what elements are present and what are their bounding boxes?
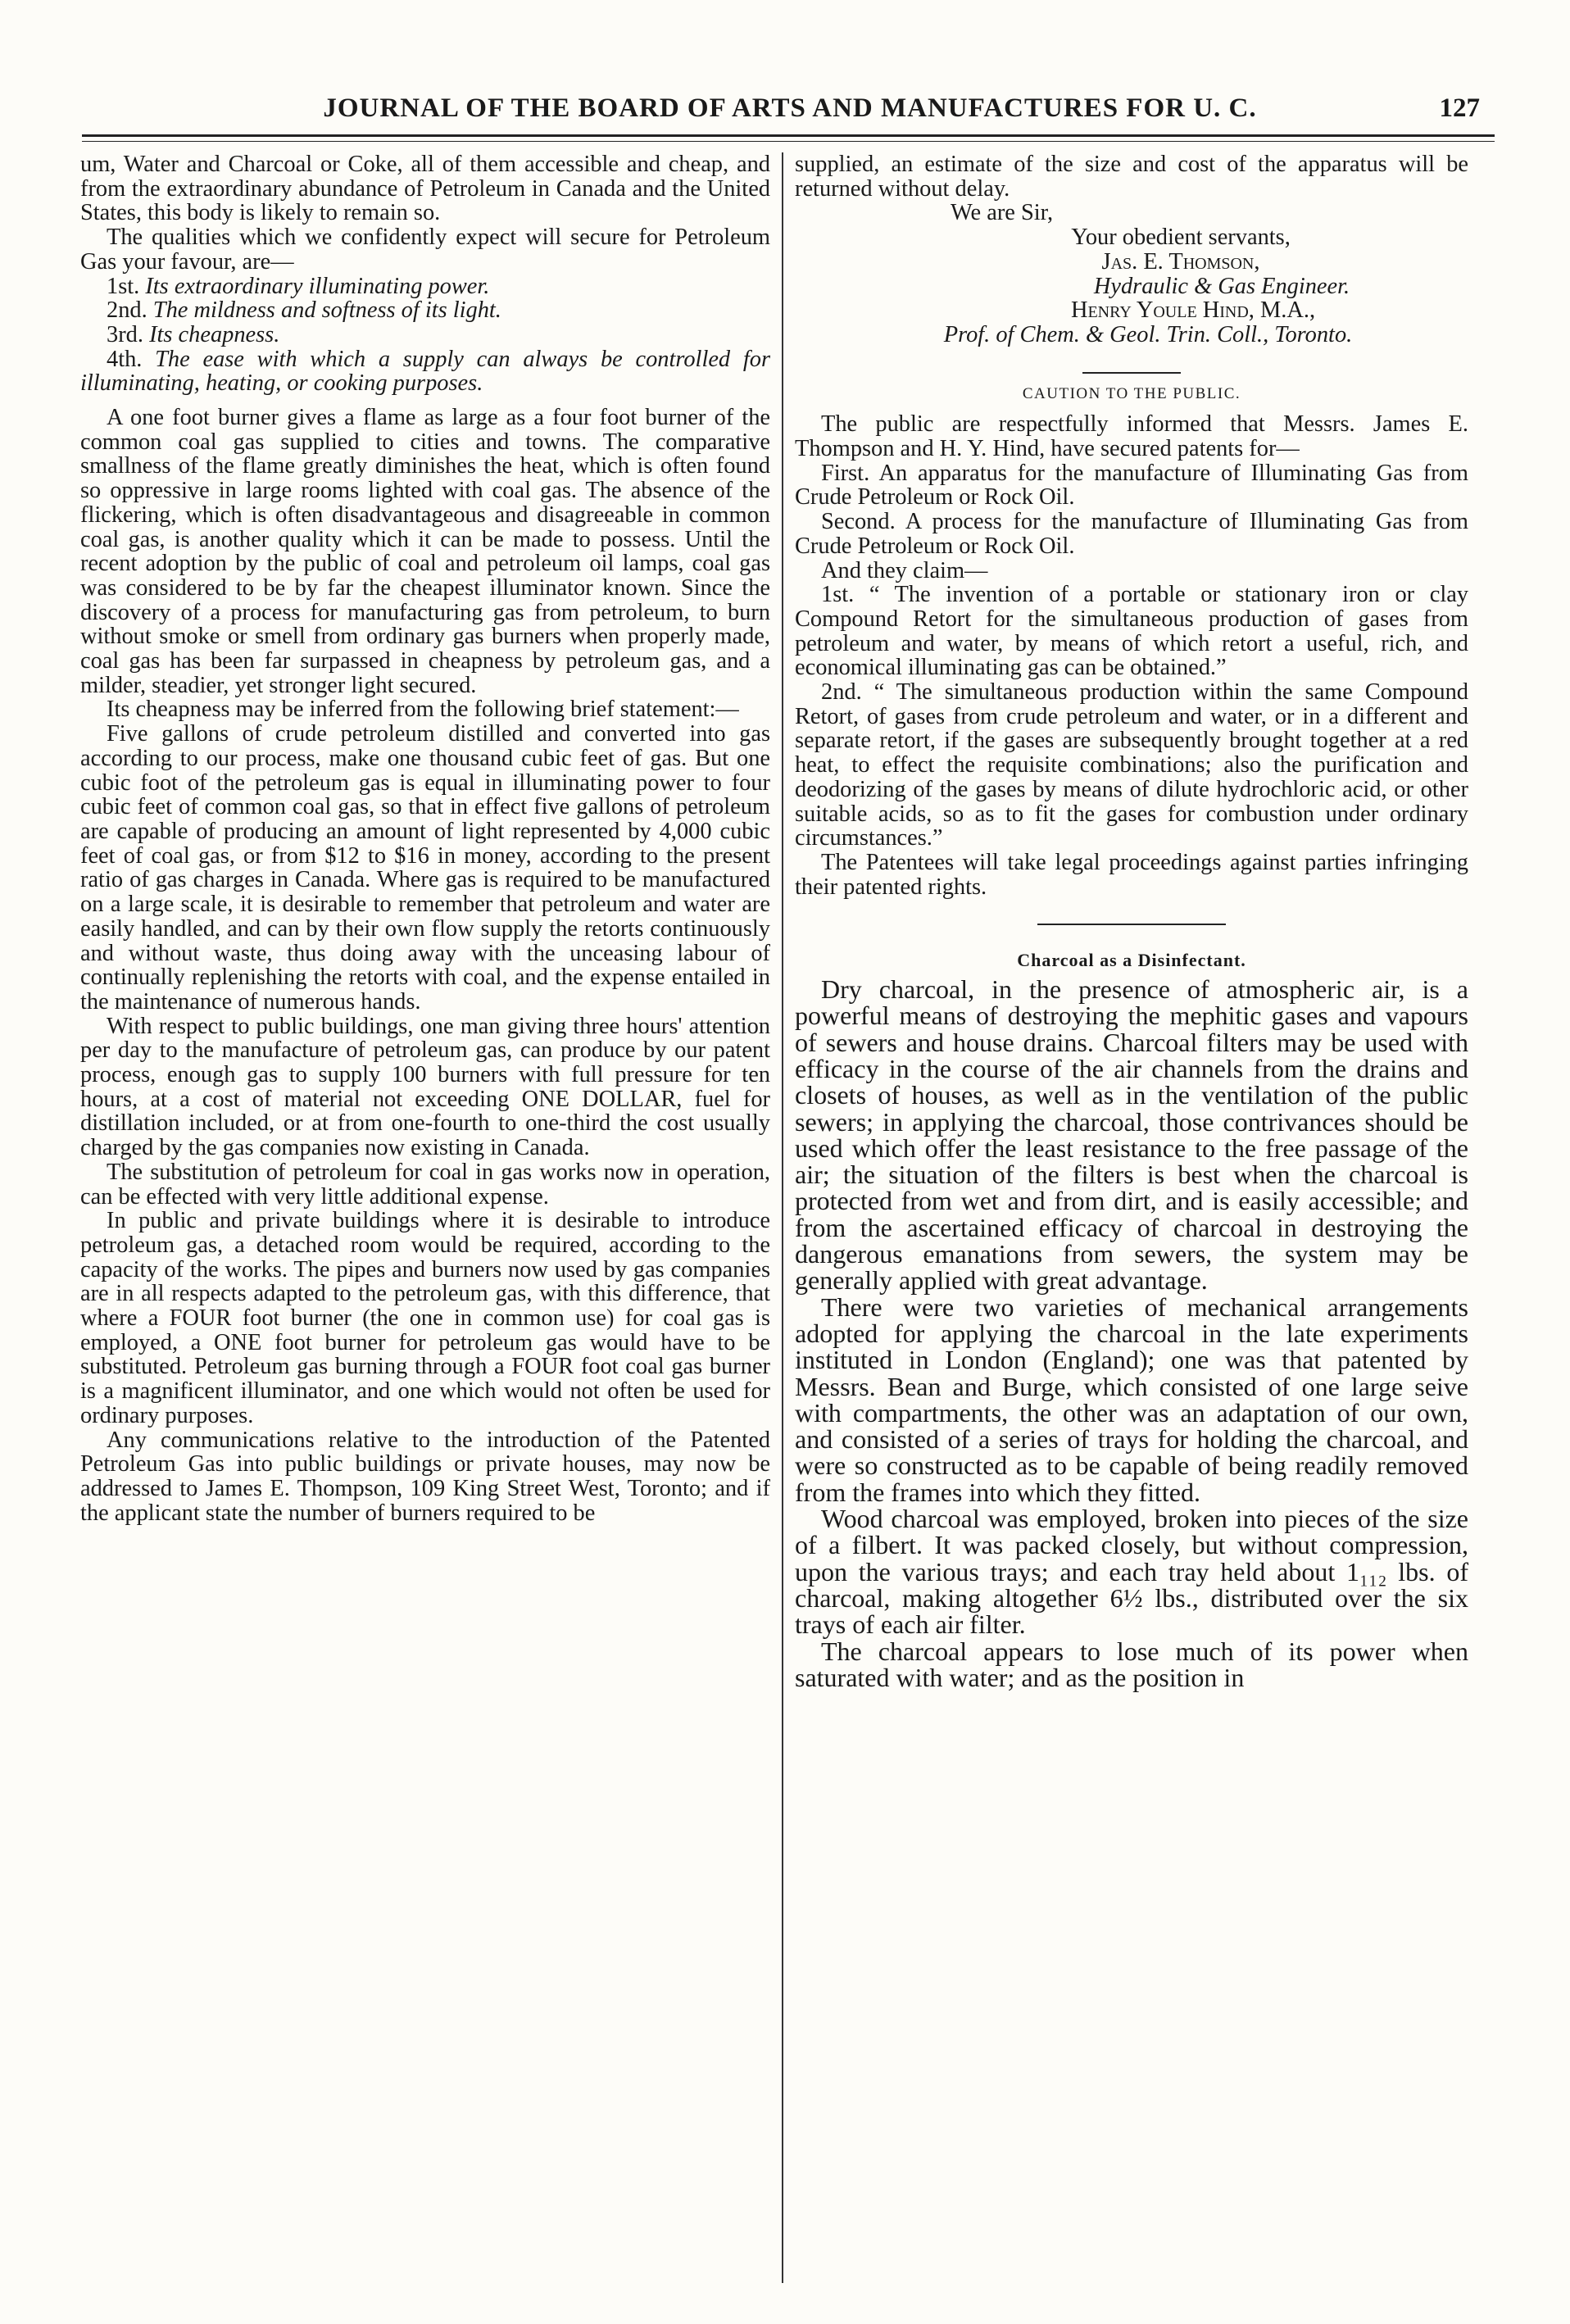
paragraph: There were two varieties of mechanical arrangements adopted for applying the charcoal in the late experiments instituted in London (England); one was that patented by Messrs. Bean and Burge, which consisted of one large seive with compartments, the other was an adaptation of our own, and consisted of a series of trays for holding the charcoal, and were so constructed as to be capable of being readily removed from the frames into which they fitted. (795, 1291, 1468, 1507)
paragraph: um, Water and Charcoal or Coke, all of them accessible and cheap, and from the extraordinary abundance of Petroleum in Canada and the United States, this body is likely to remain so. (80, 152, 770, 226)
list-text: The ease with which a supply can always be controlled for illuminating, heating, or cooking purposes. (80, 346, 770, 397)
paragraph: And they claim— (821, 557, 988, 583)
list-number: 4th. (107, 346, 143, 372)
signature-salutation: We are Sir, (951, 200, 1054, 226)
paragraph: First. An apparatus for the manufacture of Illuminating Gas from Crude Petroleum or Rock Oil. (795, 460, 1468, 511)
section-rule (1082, 372, 1181, 374)
list-item (80, 275, 770, 299)
list-text: Its cheapness. (149, 321, 280, 347)
signature-name: Jas. E. Thomson, (1101, 248, 1260, 275)
list-item (80, 323, 770, 347)
paragraph: The substitution of petroleum for coal in gas works now in operation, can be effected with very little additional expense. (80, 1159, 770, 1210)
paragraph: Wood charcoal was employed, broken into pieces of the size of a filbert. It was packed closely, but without compression, upon the various trays; and each tray held about 1₁₁₂ lbs. of charcoal, making altogether 6½ lbs., distributed over the six trays of each air filter. (795, 1504, 1468, 1640)
paragraph: The public are respectfully informed that Messrs. James E. Thompson and H. Y. Hind, have secured patents for— (795, 411, 1468, 462)
paragraph: Five gallons of crude petroleum distilled and converted into gas according to our process, make one thousand cubic feet of gas. But one cubic foot of the petroleum gas is equal in illuminating power to four cubic feet of common coal gas, so that in effect five gallons of petroleum are capable of producing an amount of light represented by 4,000 cubic feet of coal gas, or from $12 to $16 in money, according to the present ratio of gas charges in Canada. Where gas is required to be manufactured on a large scale, it is desirable to remember that petroleum and water are easily handled, and can by their own flow supply the retorts continuously and without waste, thus doing away with the unceasing labour of continually replenishing the retorts with coal, and the expense entailed in the maintenance of numerous hands. (80, 721, 770, 1014)
paragraph: The Patentees will take legal proceedings against parties infringing their patented rights. (795, 849, 1468, 900)
signature-closing: Your obedient servants, (1071, 225, 1291, 251)
right-column (795, 152, 1468, 1691)
list-item (80, 298, 770, 323)
list-text: The mildness and softness of its light. (152, 297, 501, 324)
paragraph: Dry charcoal, in the presence of atmospheric air, is a powerful means of destroying the mephitic gases and vapours of sewers and house drains. Charcoal filters may be used with efficacy in the course of the air channels from the drains and closets of houses, as well as in the ventilation of the public sewers; in applying the charcoal, those contrivances should be used which offer the least resistance to the free passage of the air; the situation of the filters is best when the charcoal is protected from wet and from dirt, and is easily accessible; and from the ascertained efficacy of charcoal in destroying the dangerous emanations from sewers, the system may be generally applied with great advantage. (795, 974, 1468, 1296)
running-header (88, 89, 1491, 128)
left-column (80, 152, 770, 1525)
header-rule (82, 134, 1495, 142)
section-rule (1037, 924, 1226, 925)
list-number: 3rd. (107, 321, 143, 347)
signature-title: Hydraulic & Gas Engineer. (1093, 273, 1350, 299)
paragraph: Any communications relative to the introduction of the Patented Petroleum Gas into public buildings or private houses, may now be addressed to James E. Thompson, 109 King Street West, Toronto; and if the applicant state the number of burners required to be (80, 1427, 770, 1526)
journal-title: JOURNAL OF THE BOARD OF ARTS AND MANUFACTURES FOR U. C. (323, 93, 1257, 123)
paragraph: supplied, an estimate of the size and cost of the apparatus will be returned without delay. (795, 152, 1468, 202)
article-heading: Charcoal as a Disinfectant. (1017, 950, 1246, 971)
list-text: Its extraordinary illuminating power. (145, 273, 490, 299)
paragraph: Its cheapness may be inferred from the following brief statement:— (107, 697, 739, 723)
column-divider (782, 152, 783, 2283)
paragraph: Second. A process for the manufacture of Illuminating Gas from Crude Petroleum or Rock Oil. (795, 509, 1468, 559)
list-number: 2nd. (107, 297, 147, 324)
paragraph: A one foot burner gives a flame as large as a four foot burner of the common coal gas supplied to cities and towns. The comparative smallness of the flame greatly diminishes the heat, which is often found so oppressive in large rooms lighted with coal gas. The absence of the flickering, which is often disadvantageous and disagreeable in common coal gas, is another quality which it can be made to possess. Until the recent adoption by the public of coal and petroleum oil lamps, coal gas was considered to be by far the cheapest illuminator known. Since the discovery of a process for manufacturing gas from petroleum, to burn without smoke or smell from ordinary gas burners when properly made, coal gas has been far surpassed in cheapness by petroleum gas, and a milder, steadier, yet stronger light secured. (80, 405, 770, 698)
signature-title: Prof. of Chem. & Geol. Trin. Coll., Toronto. (943, 321, 1353, 347)
paragraph: The qualities which we confidently expect will secure for Petroleum Gas your favour, are— (80, 225, 770, 275)
list-number: 1st. (107, 273, 140, 299)
paragraph: 1st. “ The invention of a portable or stationary iron or clay Compound Retort for the simultaneous production of gases from petroleum and water, by means of which retort a useful, rich, and economical illuminating gas can be obtained.” (795, 582, 1468, 681)
paragraph: The charcoal appears to lose much of its power when saturated with water; and as the position in (795, 1636, 1468, 1692)
signature-name: Henry Youle Hind, M.A., (1070, 297, 1316, 324)
list-item (80, 347, 770, 396)
section-heading: CAUTION TO THE PUBLIC. (1022, 384, 1241, 402)
paragraph: In public and private buildings where it is desirable to introduce petroleum gas, a detached room would be required, according to the capacity of the works. The pipes and burners now used by gas companies are in all respects adapted to the petroleum gas, with this difference, that where a FOUR foot burner (the one in common use) for coal gas is employed, a ONE foot burner for petroleum gas would have to be substituted. Petroleum gas burning through a FOUR foot coal gas burner is a magnificent illuminator, and one which would not often be used for ordinary purposes. (80, 1208, 770, 1428)
page-number: 127 (1439, 93, 1480, 123)
paragraph: With respect to public buildings, one man giving three hours' attention per day to the manufacture of petroleum gas, can produce by our patent process, enough gas to supply 100 burners with full pressure for ten hours, at a cost of material not exceeding ONE DOLLAR, fuel for distillation included, or at from one-fourth to one-third the cost usually charged by the gas companies now existing in Canada. (80, 1013, 770, 1161)
paragraph: 2nd. “ The simultaneous production within the same Compound Retort, of gases from crude petroleum and water, or in a different and separate retort, if the gases are subsequently brought together at a red heat, to effect the requisite combinations; also the purification and deodorizing of the gases by means of dilute hydrochloric acid, or other suitable acids, so as to fit the gases for combustion under ordinary circumstances.” (795, 679, 1468, 851)
